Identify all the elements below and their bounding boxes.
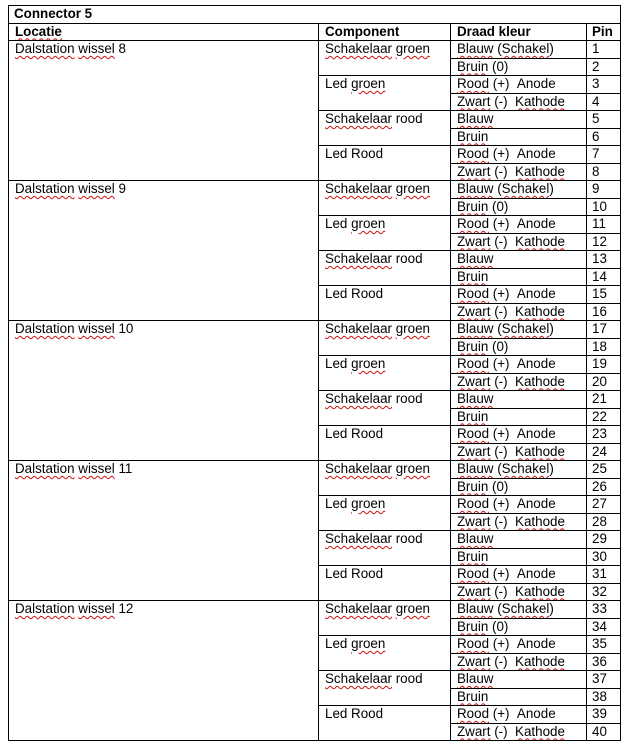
location-cell: Dalstation wissel 8 (9, 41, 319, 181)
component-cell: Schakelaar rood (319, 531, 451, 566)
wire-color-cell: Rood (+) Anode (451, 216, 587, 234)
component-cell: Led Rood (319, 146, 451, 181)
wire-color-cell: Rood (+) Anode (451, 146, 587, 164)
pin-cell: 3 (587, 76, 621, 94)
wire-color-cell: Bruin (451, 688, 587, 706)
pin-cell: 36 (587, 653, 621, 671)
component-cell: Schakelaar groen (319, 181, 451, 216)
header-component: Component (319, 23, 451, 41)
pin-cell: 26 (587, 478, 621, 496)
header-draad-kleur: Draad kleur (451, 23, 587, 41)
wire-color-cell: Zwart (-) Kathode (451, 163, 587, 181)
table-title: Connector 5 (9, 6, 621, 24)
component-cell: Schakelaar rood (319, 391, 451, 426)
wire-color-cell: Rood (+) Anode (451, 286, 587, 304)
pin-cell: 6 (587, 128, 621, 146)
wire-color-cell: Blauw (Schakel) (451, 461, 587, 479)
location-cell: Dalstation wissel 11 (9, 461, 319, 601)
wire-color-cell: Bruin (451, 408, 587, 426)
pin-cell: 16 (587, 303, 621, 321)
header-pin: Pin (587, 23, 621, 41)
wire-color-cell: Zwart (-) Kathode (451, 233, 587, 251)
wire-color-cell: Bruin (0) (451, 338, 587, 356)
wire-color-cell: Rood (+) Anode (451, 566, 587, 584)
pin-cell: 25 (587, 461, 621, 479)
wire-color-cell: Zwart (-) Kathode (451, 583, 587, 601)
pin-cell: 29 (587, 531, 621, 549)
pin-cell: 34 (587, 618, 621, 636)
wire-color-cell: Rood (+) Anode (451, 496, 587, 514)
pin-cell: 35 (587, 636, 621, 654)
pin-cell: 12 (587, 233, 621, 251)
wire-color-cell: Rood (+) Anode (451, 76, 587, 94)
component-cell: Led groen (319, 356, 451, 391)
pin-cell: 38 (587, 688, 621, 706)
header-row (9, 23, 621, 41)
pin-cell: 20 (587, 373, 621, 391)
pin-cell: 40 (587, 723, 621, 741)
wire-color-cell: Blauw (Schakel) (451, 181, 587, 199)
wire-color-cell: Zwart (-) Kathode (451, 373, 587, 391)
wire-color-cell: Blauw (451, 531, 587, 549)
table-row (9, 181, 621, 199)
pin-cell: 18 (587, 338, 621, 356)
connector-table (8, 5, 621, 741)
pin-cell: 27 (587, 496, 621, 514)
wire-color-cell: Zwart (-) Kathode (451, 303, 587, 321)
wire-color-cell: Blauw (451, 111, 587, 129)
location-cell: Dalstation wissel 12 (9, 601, 319, 741)
location-cell: Dalstation wissel 10 (9, 321, 319, 461)
location-cell: Dalstation wissel 9 (9, 181, 319, 321)
wire-color-cell: Zwart (-) Kathode (451, 513, 587, 531)
pin-cell: 23 (587, 426, 621, 444)
table-row (9, 461, 621, 479)
pin-cell: 32 (587, 583, 621, 601)
wire-color-cell: Zwart (-) Kathode (451, 723, 587, 741)
wire-color-cell: Blauw (Schakel) (451, 321, 587, 339)
pin-cell: 13 (587, 251, 621, 269)
wire-color-cell: Bruin (451, 548, 587, 566)
component-cell: Led Rood (319, 706, 451, 741)
component-cell: Led groen (319, 496, 451, 531)
component-cell: Led Rood (319, 426, 451, 461)
wire-color-cell: Blauw (451, 251, 587, 269)
component-cell: Schakelaar groen (319, 601, 451, 636)
wire-color-cell: Zwart (-) Kathode (451, 93, 587, 111)
pin-cell: 10 (587, 198, 621, 216)
pin-cell: 2 (587, 58, 621, 76)
wire-color-cell: Bruin (451, 128, 587, 146)
pin-cell: 5 (587, 111, 621, 129)
pin-cell: 14 (587, 268, 621, 286)
component-cell: Schakelaar groen (319, 461, 451, 496)
table-row (9, 321, 621, 339)
pin-cell: 33 (587, 601, 621, 619)
table-row (9, 41, 621, 59)
wire-color-cell: Bruin (0) (451, 58, 587, 76)
component-cell: Schakelaar groen (319, 41, 451, 76)
component-cell: Led groen (319, 636, 451, 671)
header-locatie: Locatie (9, 23, 319, 41)
pin-cell: 21 (587, 391, 621, 409)
wire-color-cell: Rood (+) Anode (451, 426, 587, 444)
pin-cell: 28 (587, 513, 621, 531)
pin-cell: 22 (587, 408, 621, 426)
pin-cell: 9 (587, 181, 621, 199)
pin-cell: 24 (587, 443, 621, 461)
wire-color-cell: Blauw (Schakel) (451, 41, 587, 59)
title-row (9, 6, 621, 24)
component-cell: Schakelaar rood (319, 111, 451, 146)
component-cell: Schakelaar rood (319, 251, 451, 286)
component-cell: Led Rood (319, 286, 451, 321)
pin-cell: 19 (587, 356, 621, 374)
wire-color-cell: Rood (+) Anode (451, 636, 587, 654)
pin-cell: 31 (587, 566, 621, 584)
pin-cell: 4 (587, 93, 621, 111)
pin-cell: 15 (587, 286, 621, 304)
pin-cell: 30 (587, 548, 621, 566)
component-cell: Led groen (319, 216, 451, 251)
wire-color-cell: Blauw (451, 671, 587, 689)
wire-color-cell: Bruin (451, 268, 587, 286)
wire-color-cell: Bruin (0) (451, 198, 587, 216)
pin-cell: 39 (587, 706, 621, 724)
wire-color-cell: Rood (+) Anode (451, 356, 587, 374)
pin-cell: 17 (587, 321, 621, 339)
wire-color-cell: Rood (+) Anode (451, 706, 587, 724)
pin-cell: 7 (587, 146, 621, 164)
wire-color-cell: Bruin (0) (451, 618, 587, 636)
pin-cell: 8 (587, 163, 621, 181)
component-cell: Schakelaar groen (319, 321, 451, 356)
wire-color-cell: Blauw (Schakel) (451, 601, 587, 619)
wire-color-cell: Zwart (-) Kathode (451, 653, 587, 671)
pin-cell: 1 (587, 41, 621, 59)
component-cell: Schakelaar rood (319, 671, 451, 706)
component-cell: Led groen (319, 76, 451, 111)
pin-cell: 11 (587, 216, 621, 234)
wire-color-cell: Bruin (0) (451, 478, 587, 496)
component-cell: Led Rood (319, 566, 451, 601)
wire-color-cell: Zwart (-) Kathode (451, 443, 587, 461)
pin-cell: 37 (587, 671, 621, 689)
table-row (9, 601, 621, 619)
wire-color-cell: Blauw (451, 391, 587, 409)
